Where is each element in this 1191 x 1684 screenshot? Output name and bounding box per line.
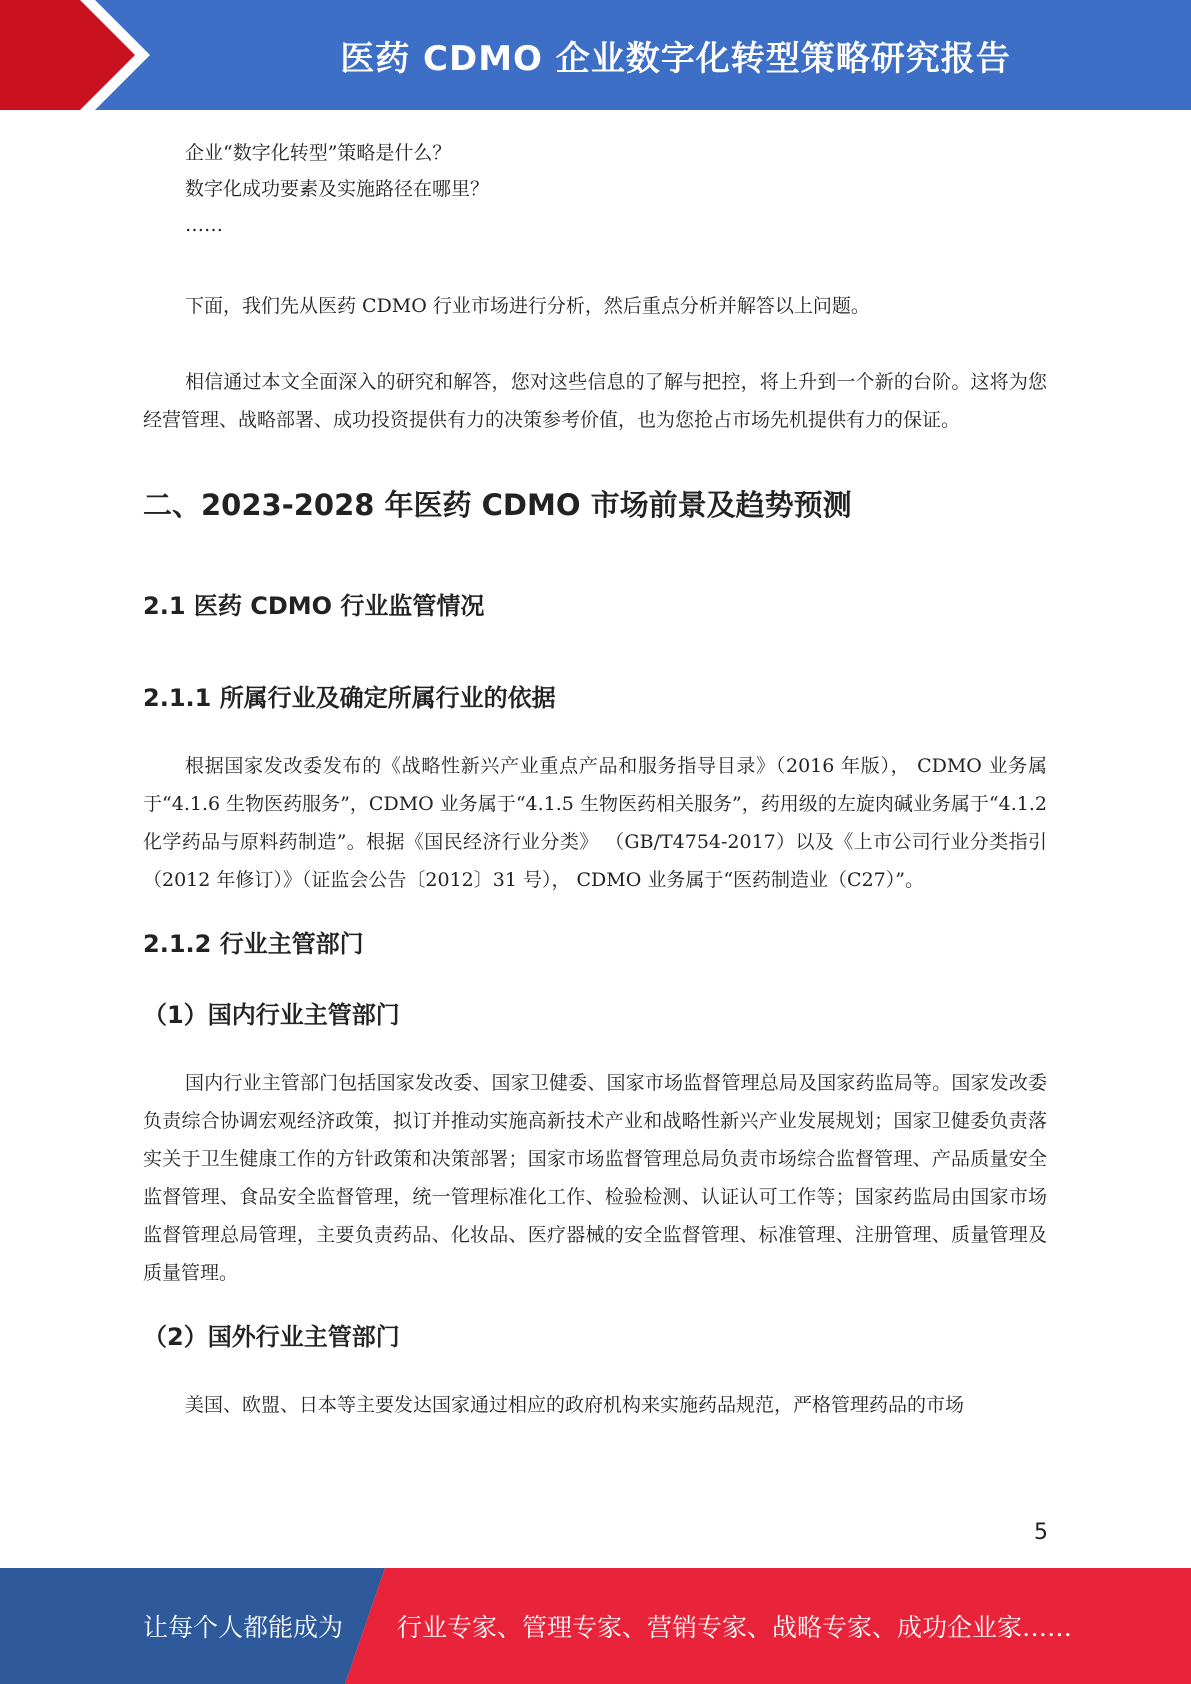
page-content	[143, 135, 1047, 1424]
footer-slogan-right: 行业专家、管理专家、营销专家、战略专家、成功企业家……	[397, 1613, 1073, 1642]
header-band	[0, 0, 1191, 110]
subsubsection-heading: 2.1.1 所属行业及确定所属行业的依据	[143, 684, 556, 712]
arrow-decoration-icon	[0, 0, 160, 110]
body-paragraph: 根据国家发改委发布的《战略性新兴产业重点产品和服务指导目录》（2016 年版）， CDMO 业务属于“4.1.6 生物医药服务”，CDMO 业务属于“4.1.5 生物医药相关服务”，药用级的左旋肉碱业务属于“4.1.2 化学药品与原料药制造”。根据《国民经济行业分类》 （GB/T4754-2017）以及《上市公司行业分类指引（2012 年修订）》（证监会公告〔2012〕31 号）， CDMO 业务属于“医药制造业（C27）”。	[143, 755, 1047, 891]
body-paragraph: 国内行业主管部门包括国家发改委、国家卫健委、国家市场监督管理总局及国家药监局等。国家发改委负责综合协调宏观经济政策，拟订并推动实施高新技术产业和战略性新兴产业发展规划；国家卫健委负责落实关于卫生健康工作的方针政策和决策部署；国家市场监督管理总局负责市场综合监督管理、产品质量安全监督管理、食品安全监督管理，统一管理标准化工作、检验检测、认证认可工作等；国家药监局由国家市场监督管理总局管理，主要负责药品、化妆品、医疗器械的安全监督管理、标准管理、注册管理、质量管理及质量管理。	[143, 1072, 1047, 1284]
footer-band	[0, 1568, 1191, 1684]
subsubsection-heading: 2.1.2 行业主管部门	[143, 930, 364, 958]
item-heading: （2）国外行业主管部门	[143, 1323, 400, 1351]
question-ellipsis: ……	[185, 214, 223, 236]
page-number: 5	[1034, 1520, 1048, 1545]
intro-paragraph: 下面，我们先从医药 CDMO 行业市场进行分析，然后重点分析并解答以上问题。	[185, 295, 870, 317]
report-title: 医药 CDMO 企业数字化转型策略研究报告	[340, 38, 1011, 79]
body-paragraph: 美国、欧盟、日本等主要发达国家通过相应的政府机构来实施药品规范，严格管理药品的市场	[185, 1394, 965, 1416]
intro-paragraph: 相信通过本文全面深入的研究和解答，您对这些信息的了解与把控，将上升到一个新的台阶。这将为您经营管理、战略部署、成功投资提供有力的决策参考价值，也为您抢占市场先机提供有力的保证。	[143, 371, 1047, 431]
footer-slogan-left: 让每个人都能成为	[143, 1613, 344, 1642]
question-list	[143, 135, 1047, 243]
item-heading: （1）国内行业主管部门	[143, 1001, 400, 1029]
subsection-heading: 2.1 医药 CDMO 行业监管情况	[143, 592, 485, 620]
question-item: 数字化成功要素及实施路径在哪里？	[185, 178, 490, 200]
section-heading: 二、2023-2028 年医药 CDMO 市场前景及趋势预测	[143, 488, 852, 522]
question-item: 企业“数字化转型”策略是什么？	[185, 142, 452, 164]
